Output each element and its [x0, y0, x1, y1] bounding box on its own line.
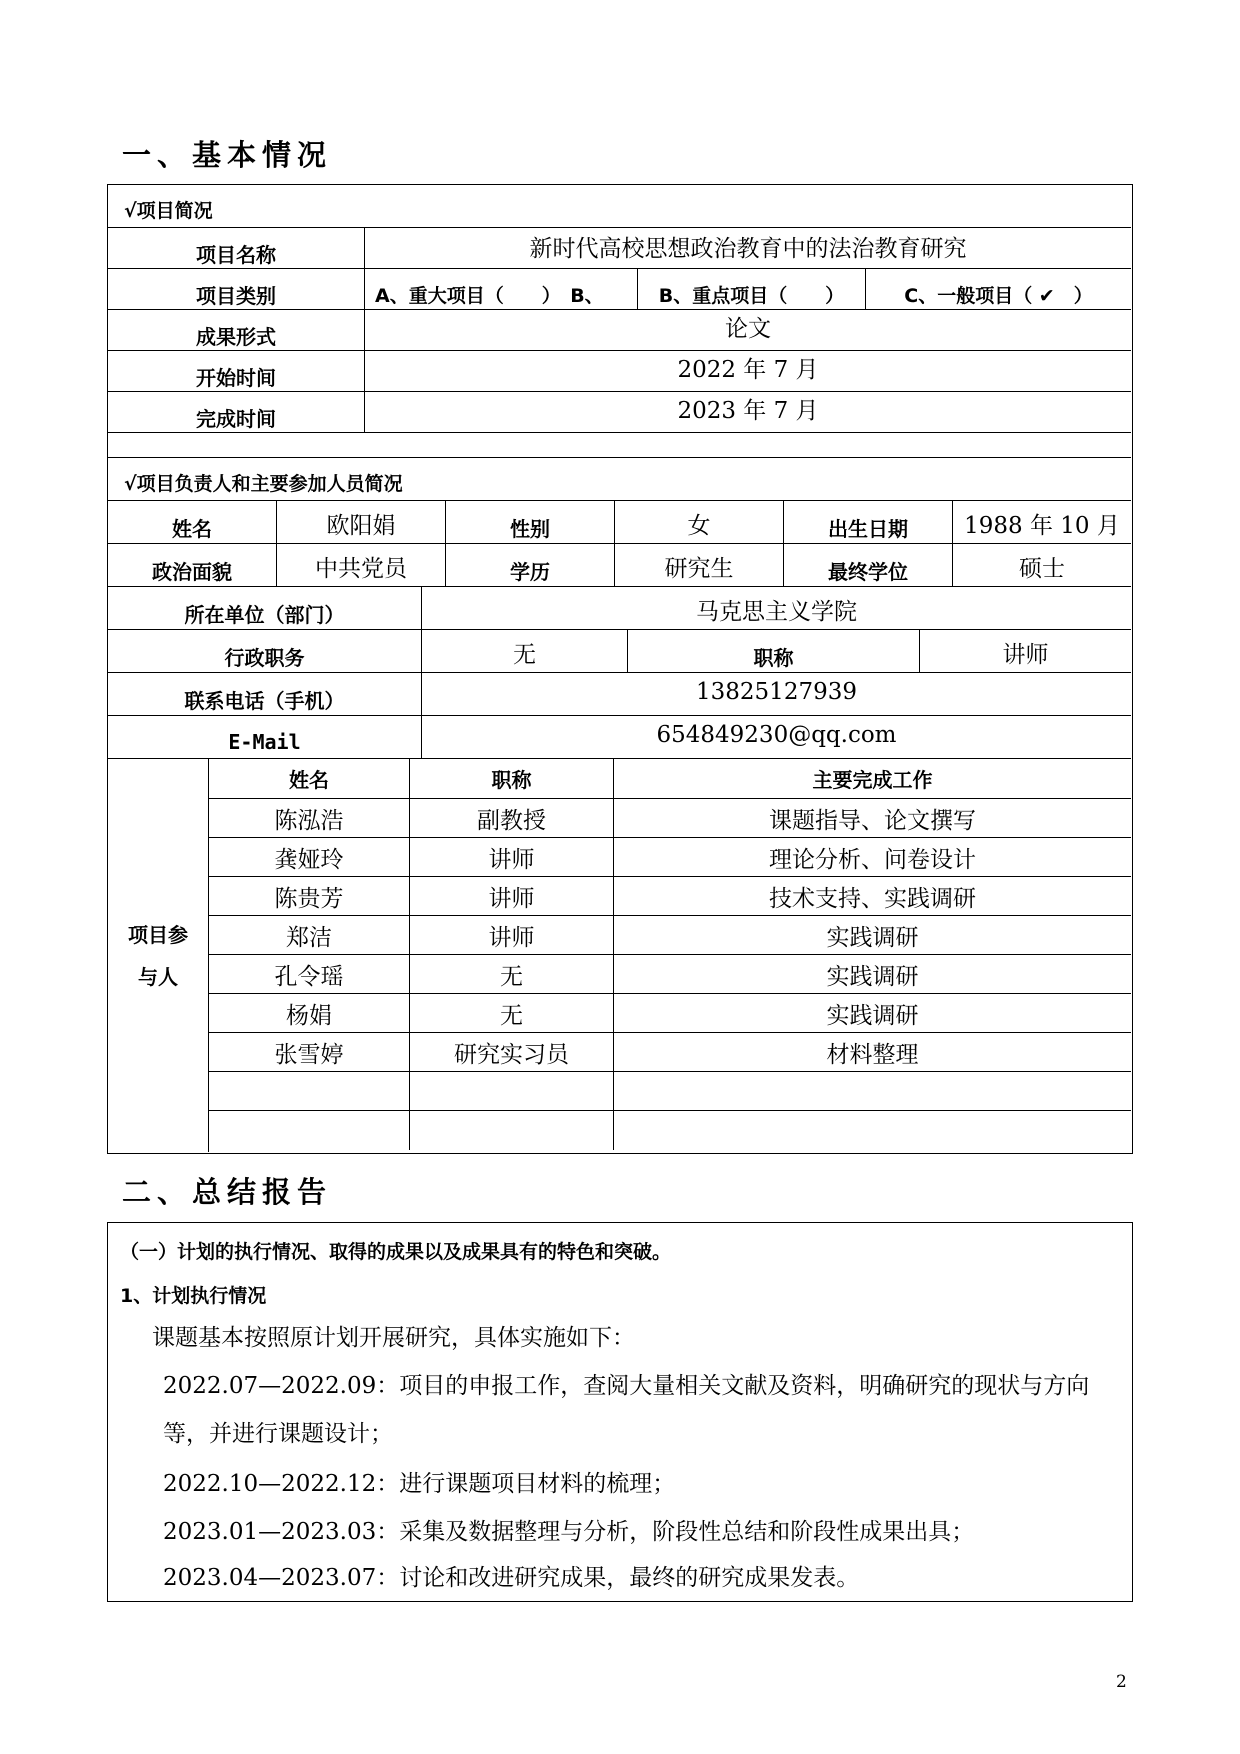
admin-position-value: 无: [422, 630, 628, 673]
participant-name: 孔令瑶: [209, 955, 410, 994]
project-type-label: 项目类别: [108, 269, 365, 310]
participant-name: [209, 1111, 410, 1150]
page-number: 2: [1116, 1672, 1127, 1692]
participant-work: 课题指导、论文撰写: [614, 799, 1131, 838]
participant-title: [410, 1111, 614, 1150]
end-time-value: 2023 年 7 月: [365, 392, 1131, 433]
email-value: 654849230@qq.com: [422, 716, 1131, 759]
start-time-label: 开始时间: [108, 351, 365, 392]
participant-work: 材料整理: [614, 1033, 1131, 1072]
project-name-value: 新时代高校思想政治教育中的法治教育研究: [365, 228, 1131, 269]
phone-label: 联系电话（手机）: [108, 673, 422, 716]
participant-work: 实践调研: [614, 994, 1131, 1033]
participants-label-line1: 项目参: [128, 922, 188, 947]
report-plan-1: 2022.07—2022.09：项目的申报工作，查阅大量相关文献及资料，明确研究的现状与方向: [163, 1373, 1090, 1399]
personnel-header: √项目负责人和主要参加人员简况: [108, 458, 1131, 501]
participant-name: 张雪婷: [209, 1033, 410, 1072]
admin-position-label: 行政职务: [108, 630, 422, 673]
participant-title: [410, 1072, 614, 1111]
participants-label-line2: 与人: [138, 964, 178, 989]
participant-work: 理论分析、问卷设计: [614, 838, 1131, 877]
participants-label: [108, 759, 209, 1152]
report-plan-4: 2023.04—2023.07：讨论和改进研究成果，最终的研究成果发表。: [163, 1565, 860, 1591]
participant-name: 杨娟: [209, 994, 410, 1033]
summary-report-box: [107, 1222, 1133, 1602]
participant-title: 讲师: [410, 877, 614, 916]
report-intro: 课题基本按照原计划开展研究，具体实施如下：: [152, 1325, 635, 1351]
participant-name: 郑洁: [209, 916, 410, 955]
result-form-label: 成果形式: [108, 310, 365, 351]
degree-value: 硕士: [953, 544, 1131, 587]
unit-label: 所在单位（部门）: [108, 587, 422, 630]
leader-name-value: 欧阳娟: [277, 501, 446, 544]
project-type-key: B、重点项目（ ）: [638, 269, 866, 310]
job-title-label: 职称: [628, 630, 920, 673]
unit-value: 马克思主义学院: [422, 587, 1131, 630]
project-overview-header: √项目简况: [108, 185, 1131, 228]
report-plan-3: 2023.01—2023.03：采集及数据整理与分析，阶段性总结和阶段性成果出具；: [163, 1519, 975, 1545]
project-type-general: C、一般项目（ ✔ ）: [866, 269, 1131, 310]
result-form-value: 论文: [365, 310, 1131, 351]
project-name-label: 项目名称: [108, 228, 365, 269]
education-label: 学历: [446, 544, 615, 587]
participant-name: 陈泓浩: [209, 799, 410, 838]
blank-row: [108, 433, 1131, 458]
basic-info-table: [107, 184, 1133, 1154]
report-plan-2: 2022.10—2022.12：进行课题项目材料的梳理；: [163, 1471, 676, 1497]
birth-date-value: 1988 年 10 月: [953, 501, 1131, 544]
politics-label: 政治面貌: [108, 544, 277, 587]
participant-work: [614, 1111, 1131, 1150]
participant-work: 实践调研: [614, 916, 1131, 955]
participant-header-work: 主要完成工作: [614, 759, 1131, 799]
gender-value: 女: [615, 501, 784, 544]
report-plan-1-cont: 等，并进行课题设计；: [163, 1421, 393, 1447]
leader-name-label: 姓名: [108, 501, 277, 544]
end-time-label: 完成时间: [108, 392, 365, 433]
participant-title: 讲师: [410, 916, 614, 955]
report-heading: （一）计划的执行情况、取得的成果以及成果具有的特色和突破。: [120, 1241, 672, 1263]
participant-header-title: 职称: [410, 759, 614, 799]
participant-title: 研究实习员: [410, 1033, 614, 1072]
participant-title: 无: [410, 955, 614, 994]
participant-work: [614, 1072, 1131, 1111]
gender-label: 性别: [446, 501, 615, 544]
phone-value: 13825127939: [422, 673, 1131, 716]
report-subheading: 1、计划执行情况: [120, 1285, 267, 1307]
section-title-basic: 一、基本情况: [122, 138, 333, 172]
participant-work: 实践调研: [614, 955, 1131, 994]
participant-title: 无: [410, 994, 614, 1033]
project-type-major: A、重大项目（ ） B、: [365, 269, 638, 310]
politics-value: 中共党员: [277, 544, 446, 587]
participant-name: 陈贵芳: [209, 877, 410, 916]
job-title-value: 讲师: [920, 630, 1131, 673]
birth-date-label: 出生日期: [784, 501, 953, 544]
education-value: 研究生: [615, 544, 784, 587]
participant-title: 副教授: [410, 799, 614, 838]
degree-label: 最终学位: [784, 544, 953, 587]
start-time-value: 2022 年 7 月: [365, 351, 1131, 392]
participant-header-name: 姓名: [209, 759, 410, 799]
participant-name: 龚娅玲: [209, 838, 410, 877]
section-title-summary: 二、总结报告: [122, 1175, 333, 1209]
participant-name: [209, 1072, 410, 1111]
participant-work: 技术支持、实践调研: [614, 877, 1131, 916]
participant-title: 讲师: [410, 838, 614, 877]
email-label: E-Mail: [108, 716, 422, 759]
